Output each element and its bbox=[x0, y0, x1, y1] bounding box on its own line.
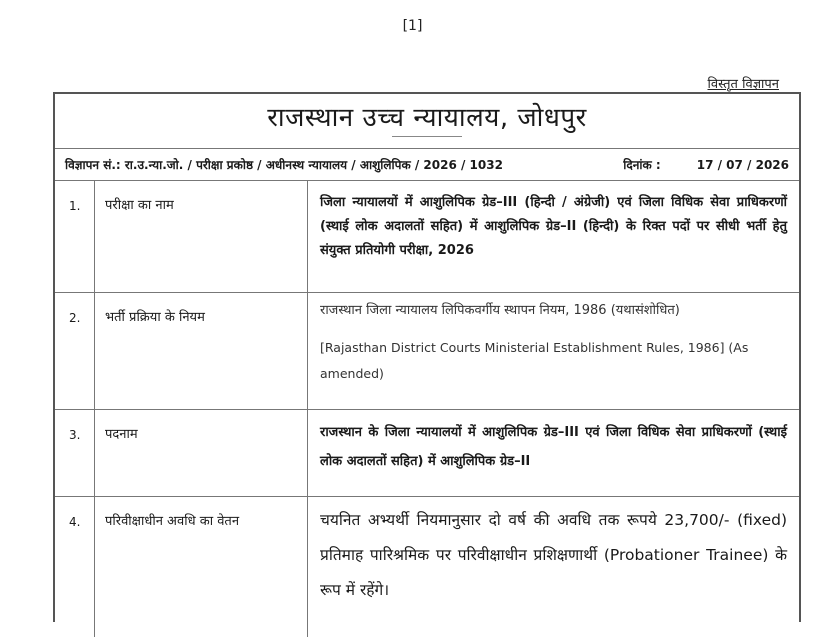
row-label: परिवीक्षाधीन अवधि का वेतन bbox=[95, 497, 308, 637]
row-number: 2. bbox=[55, 293, 95, 409]
row-value: जिला न्यायालयों में आशुलिपिक ग्रेड–III (हिन्दी / अंग्रेजी) एवं जिला विधिक सेवा प्राधिकरणों (स्थाई लोक अदालतों सहित) में आशुलिपिक ग्रेड–II (हिन्दी) के रिक्त पदों पर सीधी भर्ती हेतु संयुक्त प्रतियोगी परीक्षा, 2026 bbox=[320, 195, 787, 258]
page-title: राजस्थान उच्च न्यायालय, जोधपुर bbox=[267, 103, 587, 133]
row-label: पदनाम bbox=[95, 410, 308, 496]
advertisement-number: विज्ञापन सं.: रा.उ.न्या.जो. / परीक्षा प्रकोष्ठ / अधीनस्थ न्यायालय / आशुलिपिक / 2026 / 1032 bbox=[65, 158, 503, 172]
row-label: भर्ती प्रक्रिया के नियम bbox=[95, 293, 308, 409]
table-row bbox=[55, 497, 799, 637]
row-value: चयनित अभ्यर्थी नियमानुसार दो वर्ष की अवधि तक रूपये 23,700/- (fixed) प्रतिमाह पारिश्रमिक पर परिवीक्षाधीन प्रशिक्षणार्थी (Probationer Trainee) के रूप में रहेंगे। bbox=[320, 511, 787, 599]
rules-hindi: राजस्थान जिला न्यायालय लिपिकवर्गीय स्थापन नियम, 1986 (यथासंशोधित) bbox=[320, 303, 680, 318]
page-number: [1] bbox=[402, 18, 423, 34]
advertisement-document bbox=[53, 92, 801, 622]
row-number: 4. bbox=[55, 497, 95, 637]
row-number: 3. bbox=[55, 410, 95, 496]
date-label: दिनांक : bbox=[623, 158, 661, 172]
table-row bbox=[55, 181, 799, 293]
rules-english: [Rajasthan District Courts Ministerial Establishment Rules, 1986] (As amended) bbox=[320, 340, 749, 381]
ad-type-label: विस्तृत विज्ञापन bbox=[707, 77, 779, 92]
row-label: परीक्षा का नाम bbox=[95, 181, 308, 292]
advertisement-number-row bbox=[55, 149, 799, 181]
table-row bbox=[55, 410, 799, 497]
title-underline bbox=[392, 136, 462, 137]
row-number: 1. bbox=[55, 181, 95, 292]
row-value: राजस्थान के जिला न्यायालयों में आशुलिपिक ग्रेड–III एवं जिला विधिक सेवा प्राधिकरणों (स्थाई लोक अदालतों सहित) में आशुलिपिक ग्रेड–II bbox=[320, 425, 787, 469]
title-row bbox=[55, 94, 799, 149]
row-value bbox=[308, 293, 799, 409]
advertisement-date: 17 / 07 / 2026 bbox=[696, 157, 789, 172]
table-row bbox=[55, 293, 799, 410]
